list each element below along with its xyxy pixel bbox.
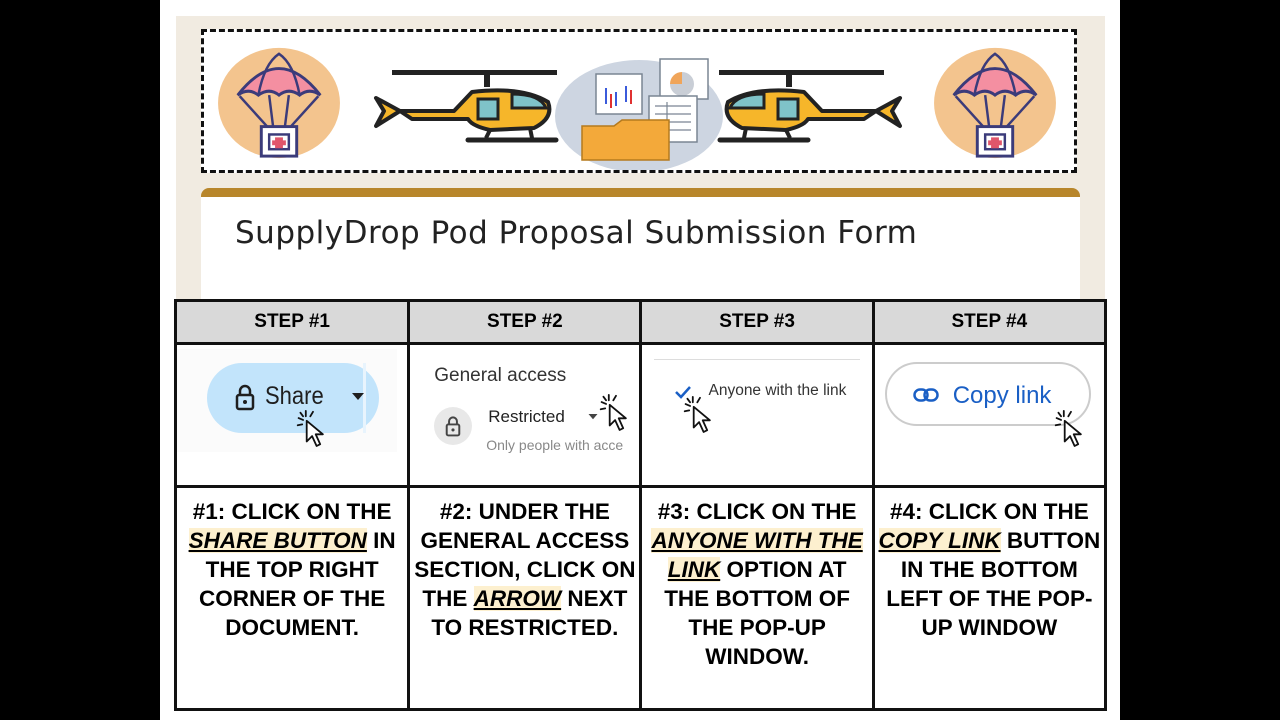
cursor-icon [682, 393, 718, 435]
caret-down-icon[interactable] [588, 414, 598, 420]
parachute-medkit-icon [934, 48, 1056, 158]
step-2-screenshot [409, 344, 641, 487]
steps-instruction-row [176, 487, 1106, 710]
restricted-option[interactable]: Restricted [488, 407, 565, 426]
form-banner [201, 29, 1077, 173]
slide [160, 0, 1120, 720]
share-button-label: Share [265, 382, 324, 410]
documents-folder-icon [555, 59, 723, 170]
form-title-card [201, 188, 1080, 300]
step-4-instruction: #4: CLICK ON THE COPY LINK BUTTON IN THE BOTTOM LEFT OF THE POP-UP WINDOW [873, 487, 1105, 710]
divider [654, 359, 860, 360]
instruction-highlight: ARROW [473, 586, 562, 611]
steps-header-row [176, 301, 1106, 344]
instruction-highlight: COPY LINK [878, 528, 1001, 553]
step-2-instruction: #2: UNDER THE GENERAL ACCESS SECTION, CLICK ON THE ARROW NEXT TO RESTRICTED. [409, 487, 641, 710]
link-icon [913, 388, 939, 402]
step-1-screenshot [176, 344, 409, 487]
lock-icon [434, 407, 472, 445]
general-access-heading: General access [434, 365, 567, 386]
parachute-medkit-icon [218, 48, 340, 158]
instruction-highlight: SHARE BUTTON [188, 528, 367, 553]
step-3-instruction: #3: CLICK ON THE ANYONE WITH THE LINK OPTION AT THE BOTTOM OF THE POP-UP WINDOW. [641, 487, 873, 710]
helicopter-icon [719, 70, 900, 140]
step-1-instruction: #1: CLICK ON THE SHARE BUTTON IN THE TOP RIGHT CORNER OF THE DOCUMENT. [176, 487, 409, 710]
step-4-screenshot [873, 344, 1105, 487]
step-3-screenshot [641, 344, 873, 487]
step-header: STEP #1 [176, 301, 409, 344]
lock-icon [235, 383, 255, 411]
instruction-highlight: ANYONE WITH THE LINK [651, 528, 863, 582]
anyone-with-link-option[interactable]: Anyone with the link [708, 382, 847, 399]
cursor-icon [598, 391, 634, 433]
form-title: SupplyDrop Pod Proposal Submission Form [235, 215, 918, 251]
step-header: STEP #4 [873, 301, 1105, 344]
step-header: STEP #3 [641, 301, 873, 344]
steps-screenshot-row [176, 344, 1106, 487]
helicopter-icon [376, 70, 557, 140]
copy-link-label: Copy link [952, 382, 1052, 409]
steps-table [174, 299, 1107, 711]
cursor-icon [295, 407, 331, 449]
caret-down-icon[interactable] [352, 393, 364, 401]
access-caption: Only people with acce [486, 437, 624, 453]
step-header: STEP #2 [409, 301, 641, 344]
cursor-icon [1053, 407, 1089, 449]
